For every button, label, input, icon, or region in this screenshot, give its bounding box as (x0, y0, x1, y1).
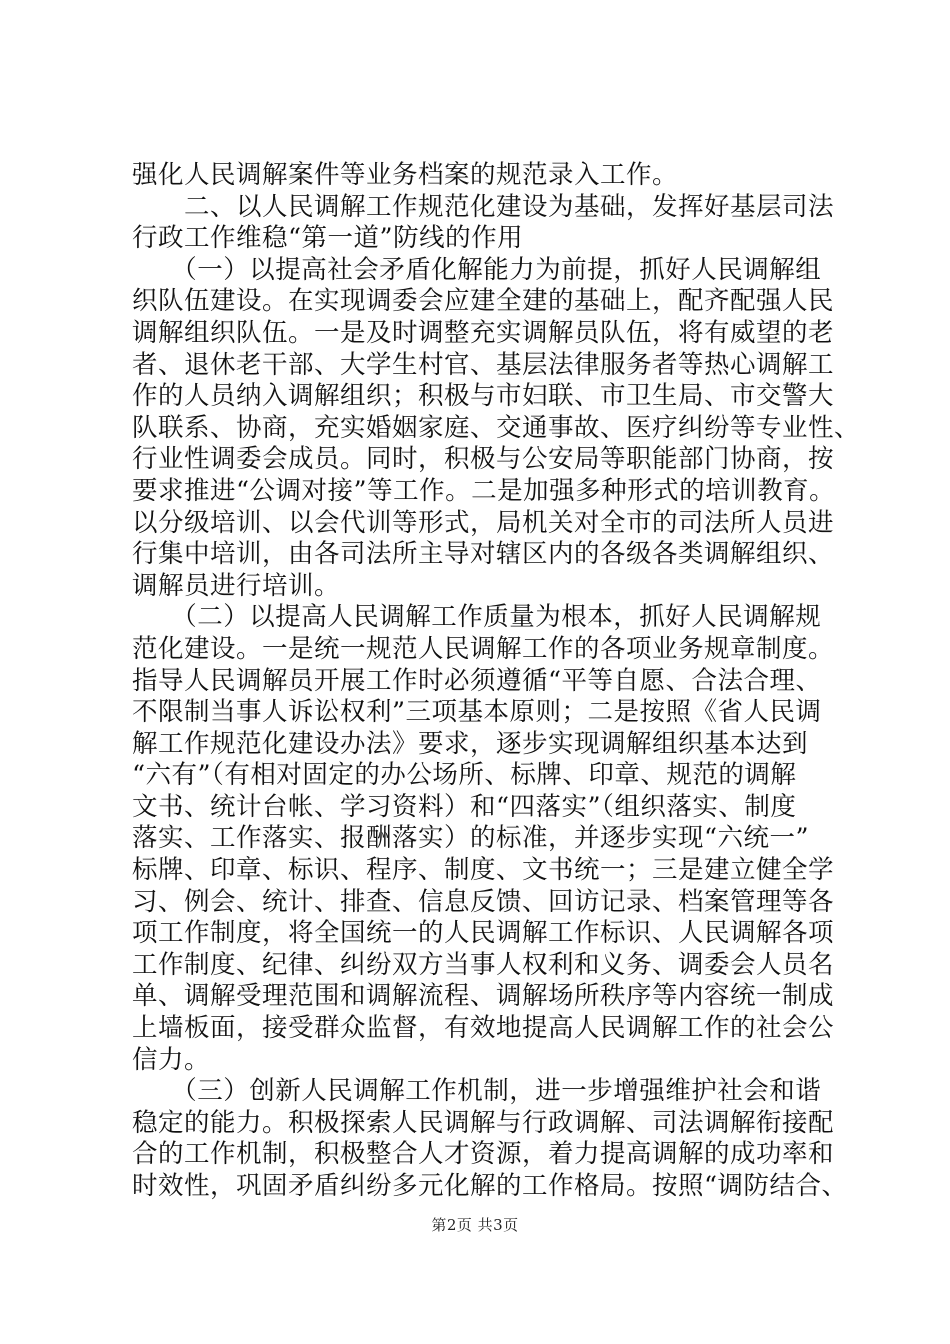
text-line: 习、例会、统计、排查、信息反馈、回访记录、档案管理等各 (132, 886, 835, 917)
text-line: 文书、统计台帐、学习资料）和“四落实”（组织落实、制度 (132, 791, 797, 822)
text-line: 调解组织队伍。一是及时调整充实调解员队伍，将有威望的老 (132, 317, 835, 348)
text-line: 行集中培训，由各司法所主导对辖区内的各级各类调解组织、 (132, 539, 835, 570)
text-line: 二、以人民调解工作规范化建设为基础，发挥好基层司法 (132, 191, 835, 222)
text-line: 范化建设。一是统一规范人民调解工作的各项业务规章制度。 (132, 633, 835, 664)
text-line: 强化人民调解案件等业务档案的规范录入工作。 (132, 160, 679, 190)
text-line: 单、调解受理范围和调解流程、调解场所秩序等内容统一制成 (132, 981, 835, 1012)
text-line: 织队伍建设。在实现调委会应建全建的基础上，配齐配强人民 (132, 286, 835, 317)
text-line: 工作制度、纪律、纠纷双方当事人权利和义务、调委会人员名 (132, 949, 835, 980)
text-line: 作的人员纳入调解组织；积极与市妇联、市卫生局、市交警大 (132, 381, 835, 412)
page-number-footer: 第2页 共3页 (431, 1216, 519, 1234)
text-line: 解工作规范化建设办法》要求，逐步实现调解组织基本达到 (132, 728, 809, 759)
text-line: 时效性，巩固矛盾纠纷多元化解的工作格局。按照“调防结合、 (132, 1171, 848, 1201)
text-line: 上墙板面，接受群众监督，有效地提高人民调解工作的社会公 (132, 1013, 835, 1044)
text-line: 调解员进行培训。 (132, 570, 341, 601)
text-line: 队联系、协商，充实婚姻家庭、交通事故、医疗纠纷等专业性、 (132, 412, 861, 443)
text-line: 信力。 (132, 1044, 211, 1075)
text-line: （一）以提高社会矛盾化解能力为前提，抓好人民调解组 (132, 254, 822, 285)
text-line: 合的工作机制，积极整合人才资源，着力提高调解的成功率和 (132, 1139, 835, 1170)
text-line: 落实、工作落实、报酬落实）的标准，并逐步实现“六统一” (132, 823, 810, 854)
text-line: 要求推进“公调对接”等工作。二是加强多种形式的培训教育。 (132, 475, 836, 506)
document-body (132, 160, 861, 1203)
text-line: 标牌、印章、标识、程序、制度、文书统一；三是建立健全学 (132, 855, 835, 886)
text-line: 不限制当事人诉讼权利”三项基本原则；二是按照《省人民调 (132, 697, 822, 728)
text-line: （二）以提高人民调解工作质量为根本，抓好人民调解规 (132, 602, 822, 633)
text-line: “六有”（有相对固定的办公场所、标牌、印章、规范的调解 (132, 760, 797, 791)
text-line: 稳定的能力。积极探索人民调解与行政调解、司法调解衔接配 (132, 1107, 835, 1138)
text-line: （三）创新人民调解工作机制，进一步增强维护社会和谐 (132, 1076, 822, 1107)
text-line: 行政工作维稳“第一道”防线的作用 (132, 223, 524, 254)
text-line: 以分级培训、以会代训等形式，局机关对全市的司法所人员进 (132, 507, 835, 538)
text-line: 者、退休老干部、大学生村官、基层法律服务者等热心调解工 (132, 349, 835, 380)
text-line: 项工作制度，将全国统一的人民调解工作标识、人民调解各项 (132, 918, 835, 949)
text-line: 指导人民调解员开展工作时必须遵循“平等自愿、合法合理、 (132, 665, 822, 696)
text-line: 行业性调委会成员。同时，积极与公安局等职能部门协商，按 (132, 444, 835, 475)
